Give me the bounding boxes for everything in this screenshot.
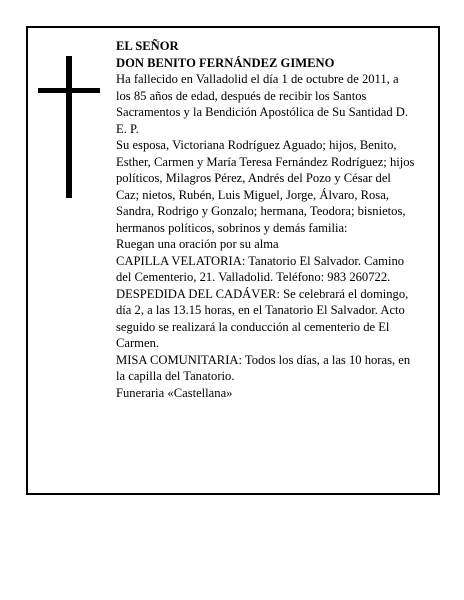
prayer-request: Ruegan una oración por su alma (116, 237, 279, 251)
wake-chapel-info: CAPILLA VELATORIA: Tanatorio El Salvador. Camino del Cementerio, 21. Valladolid. Teléfono: 983 260722. (116, 253, 405, 284)
family-list: Su esposa, Victoriana Rodríguez Aguado; hijos, Benito, Esther, Carmen y María Teresa Fernández Rodríguez; hijos políticos, Milagros Pérez, Andrés del Pozo y César del Caz; nietos, Rubén, Luis Miguel, Jorge, Álvaro, Rosa, Sandra, Rodrigo y Gonzalo; hermana, Teodora; bisnietos, hermanos políticos, sobrinos y demás familia: (116, 138, 415, 235)
obituary-notice (26, 26, 440, 495)
cross-vertical-bar (66, 56, 72, 198)
notice-title-line-1: EL SEÑOR (116, 39, 179, 53)
cross-horizontal-bar (38, 88, 100, 93)
farewell-info: DESPEDIDA DEL CADÁVER: Se celebrará el domingo, día 2, a las 13.15 horas, en el Tanatorio El Salvador. Acto seguido se realizará la conducción al cementerio de El Carmen. (116, 286, 409, 350)
deceased-name: DON BENITO FERNÁNDEZ GIMENO (116, 55, 335, 70)
cross-icon (38, 56, 100, 198)
community-mass-info: MISA COMUNITARIA: Todos los días, a las 10 horas, en la capilla del Tanatorio. (116, 352, 411, 383)
funeral-home: Funeraria «Castellana» (116, 385, 233, 400)
death-announcement: Ha fallecido en Valladolid el día 1 de octubre de 2011, a los 85 años de edad, después de recibir los Santos Sacramentos y la Bendición Apostólica de Su Santidad D. E. P. (116, 72, 409, 136)
notice-body (116, 38, 416, 401)
